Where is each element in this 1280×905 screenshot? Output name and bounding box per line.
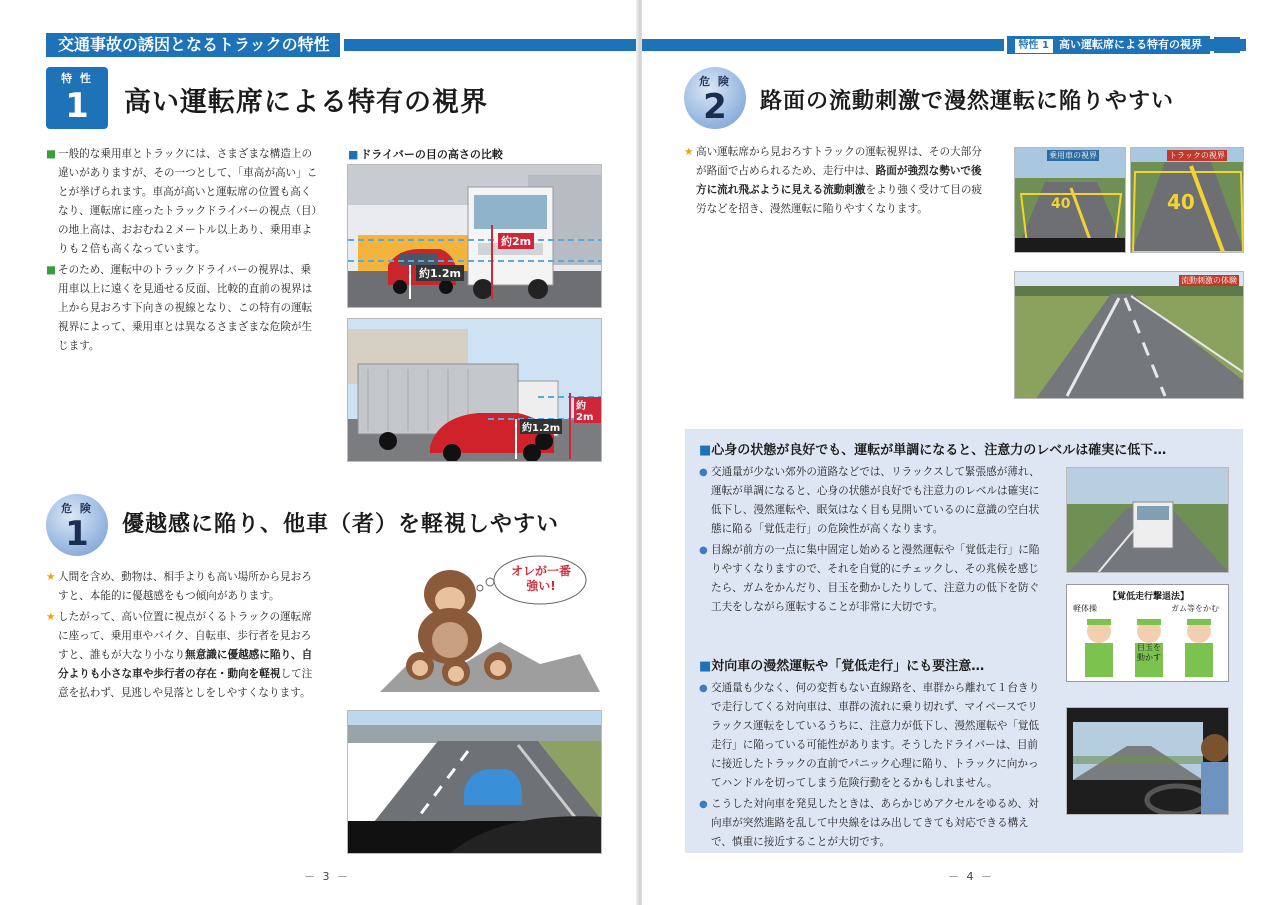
feature-chip: 特性 1 [1015,39,1053,53]
danger2-text-pre: 高い運転席から見おろすトラックの運転視界は、その大部分が路面で占められるため、走行中は、 [696,146,982,177]
attention-panel [685,429,1243,853]
danger1-item-2-post: して注意を払わず、見逃しや見落としをしやすくなります。 [58,668,313,699]
page-number-right: － 4 － [948,870,994,883]
danger1-item-1 [58,568,320,606]
section-title: 交通事故の誘因となるトラックの特性 [46,33,344,57]
illus-label-exercise: 軽体操 [1073,604,1097,613]
danger1-item-2 [58,608,320,703]
right-header-tag [1004,36,1210,54]
truck-view-road-number: 40 [1167,190,1195,214]
illus-label-gum: ガム等をかむ [1171,604,1219,613]
car-view-road-number: 40 [1051,196,1071,212]
flow-stimulus-photo [1014,271,1244,399]
flow-stimulus-road-illustration [1015,272,1244,399]
danger2-badge-label: 危 険 [699,75,731,88]
truck-eye-height-label: 約2m [498,233,534,249]
truck-view-label: トラックの視界 [1169,151,1225,160]
panel-square-icon-2: ■ [699,659,712,674]
feature-badge-label: 特 性 [61,72,93,85]
illus-label-eyes: 目玉を動かす [1137,643,1161,662]
drivers-exercise-icon [1067,585,1230,683]
danger2-heading: 路面の流動刺激で漫然運転に陥りやすい [760,88,1175,114]
monkey-speech-bubble: オレが一番強い! [510,564,571,593]
danger2-body [696,143,986,221]
truck-car-side-illustration [348,319,602,462]
danger1-item-2-bold: 無意識に優越感に陥り、自分よりも小さな車や歩行者の存在・動向を軽視 [58,649,313,680]
panel-heading-1-text: 心身の状態が良好でも、運転が単調になると、注意力のレベルは確実に低下… [711,443,1167,458]
flow-stimulus-label: 流動刺激の体験 [1181,276,1237,285]
danger1-item-1-text: 人間を含め、動物は、相手よりも高い場所から見おろすと、本能的に優越感をもつ傾向があります。 [58,571,312,602]
feature-body [58,145,320,358]
danger1-heading: 優越感に陥り、他車（者）を軽視しやすい [122,511,560,537]
side-truck-height-label: 約2m [574,397,601,423]
car-view-label: 乗用車の視界 [1049,151,1097,160]
truck-car-front-illustration [348,165,602,308]
oncoming-truck-illustration [1067,468,1229,573]
drowsiness-countermeasure-illustration [1066,584,1229,682]
truck-view-photo [1130,147,1244,253]
car-view-photo [1014,147,1126,253]
driver-cabin-illustration [1067,708,1229,815]
panel-square-icon-1: ■ [699,443,712,458]
car-eye-height-label: 約1.2m [416,265,464,281]
feature-heading: 高い運転席による特有の視界 [124,87,488,118]
right-header-end [1214,37,1240,53]
road-overlook-illustration [348,711,602,854]
photo-caption [348,146,503,162]
panel-body-2 [711,679,1045,854]
panel-item-4: ● こうした対向車を発見したときは、あらかじめアクセルをゆるめ、対向車が突然進路を乱して中央線をはみ出してきても対応できる構えで、慎重に接近することが大切です。 [711,795,1045,852]
illus-title: 【覚低走行撃退法】 [1107,592,1189,602]
panel-heading-1 [699,439,1166,458]
feature-badge [46,67,108,129]
panel-heading-2 [699,655,984,674]
panel-heading-2-text: 対向車の漫然運転や「覚低走行」にも要注意… [711,659,985,674]
eye-height-photo-front [347,164,602,308]
danger2-badge [684,67,746,129]
danger2-text-post: をより強く受けて目の疲労などを招き、漫然運転に陥りやすくなります。 [696,184,983,215]
feature-badge-number: 1 [65,86,89,126]
left-page [0,0,638,905]
side-car-height-label: 約1.2m [520,419,562,434]
road-overlook-photo [347,710,602,854]
right-header-band [642,33,1246,57]
section-header-band [46,33,638,57]
eye-height-photo-side [347,318,602,462]
danger1-badge-label: 危 険 [61,502,93,515]
danger2-paragraph [696,143,986,219]
panel-item-3: ● 交通量も少なく、何の変哲もない直線路を、車群から離れて１台きりで走行してくる対向車は、車群の流れに乗り切れず、マイペースでリラックス運転をしているうちに、注意力が低下し、漫然運転や「覚低走行」に陥っている可能性があります。そうしたドライバーは、目前に接近したトラックの直前でパニック心理に陥り、トラックに向かってハンドルを切ってしまう危険行動をとるかもしれません。 [711,679,1045,793]
danger2-badge-number: 2 [703,87,727,127]
feature-paragraph-2: ■ そのため、運転中のトラックドライバーの視界は、乗用車以上に遠くを見通せる反面、比較的直前の視界は上から見おろす下向きの視線となり、この特有の運転視界によって、乗用車とは異なるさまざまな危険が生じます。 [58,261,320,356]
page-number-left: － 3 － [304,870,350,883]
caption-square-icon: ■ [348,148,359,161]
right-page [642,0,1280,905]
photo-caption-text: ドライバーの目の高さの比較 [360,148,503,161]
danger1-item-2-pre: したがって、高い位置に視点がくるトラックの運転席に座って、乗用車やバイク、自転車、歩行者を見おろすと、誰もが大なり小なり [58,611,312,661]
monkey-illustration [380,554,600,694]
panel-item-2: ● 目線が前方の一点に集中固定し始めると漫然運転や「覚低走行」に陥りやすくなりますので、それを自覚的にチェックし、その兆候を感じたら、ガムをかんだり、目玉を動かしたりして、注意力の低下を防ぐ工夫をしながら運転することが非常に大切です。 [711,541,1045,617]
driver-cabin-photo [1066,707,1229,815]
car-view-road-illustration [1015,148,1126,253]
danger1-body [58,568,320,705]
danger1-badge-number: 1 [65,514,89,554]
right-header-title: 高い運転席による特有の視界 [1059,38,1202,51]
danger1-badge [46,494,108,556]
feature-paragraph-1: ■ 一般的な乗用車とトラックには、さまざまな構造上の違いがありますが、その一つとして、「車高が高い」ことが挙げられます。車高が高いと運転席の位置も高くなり、運転席に座ったトラックドライバーの視点（目）の地上高は、おおむね２メートル以上あり、乗用車よりも２倍も高くなっています。 [58,145,320,259]
panel-item-1: ● 交通量が少ない郊外の道路などでは、リラックスして緊張感が薄れ、運転が単調になると、心身の状態が良好でも注意力のレベルは確実に低下し、漫然運転や、眠気はなく目も見開いているのに意識の空白状態に陥る「覚低走行」の危険性が高くなります。 [711,463,1045,539]
oncoming-truck-photo [1066,467,1229,573]
panel-body-1 [711,463,1045,619]
danger2-text-bold: 路面が強烈な勢いで後方に流れ飛ぶように見える流動刺激 [696,165,982,196]
